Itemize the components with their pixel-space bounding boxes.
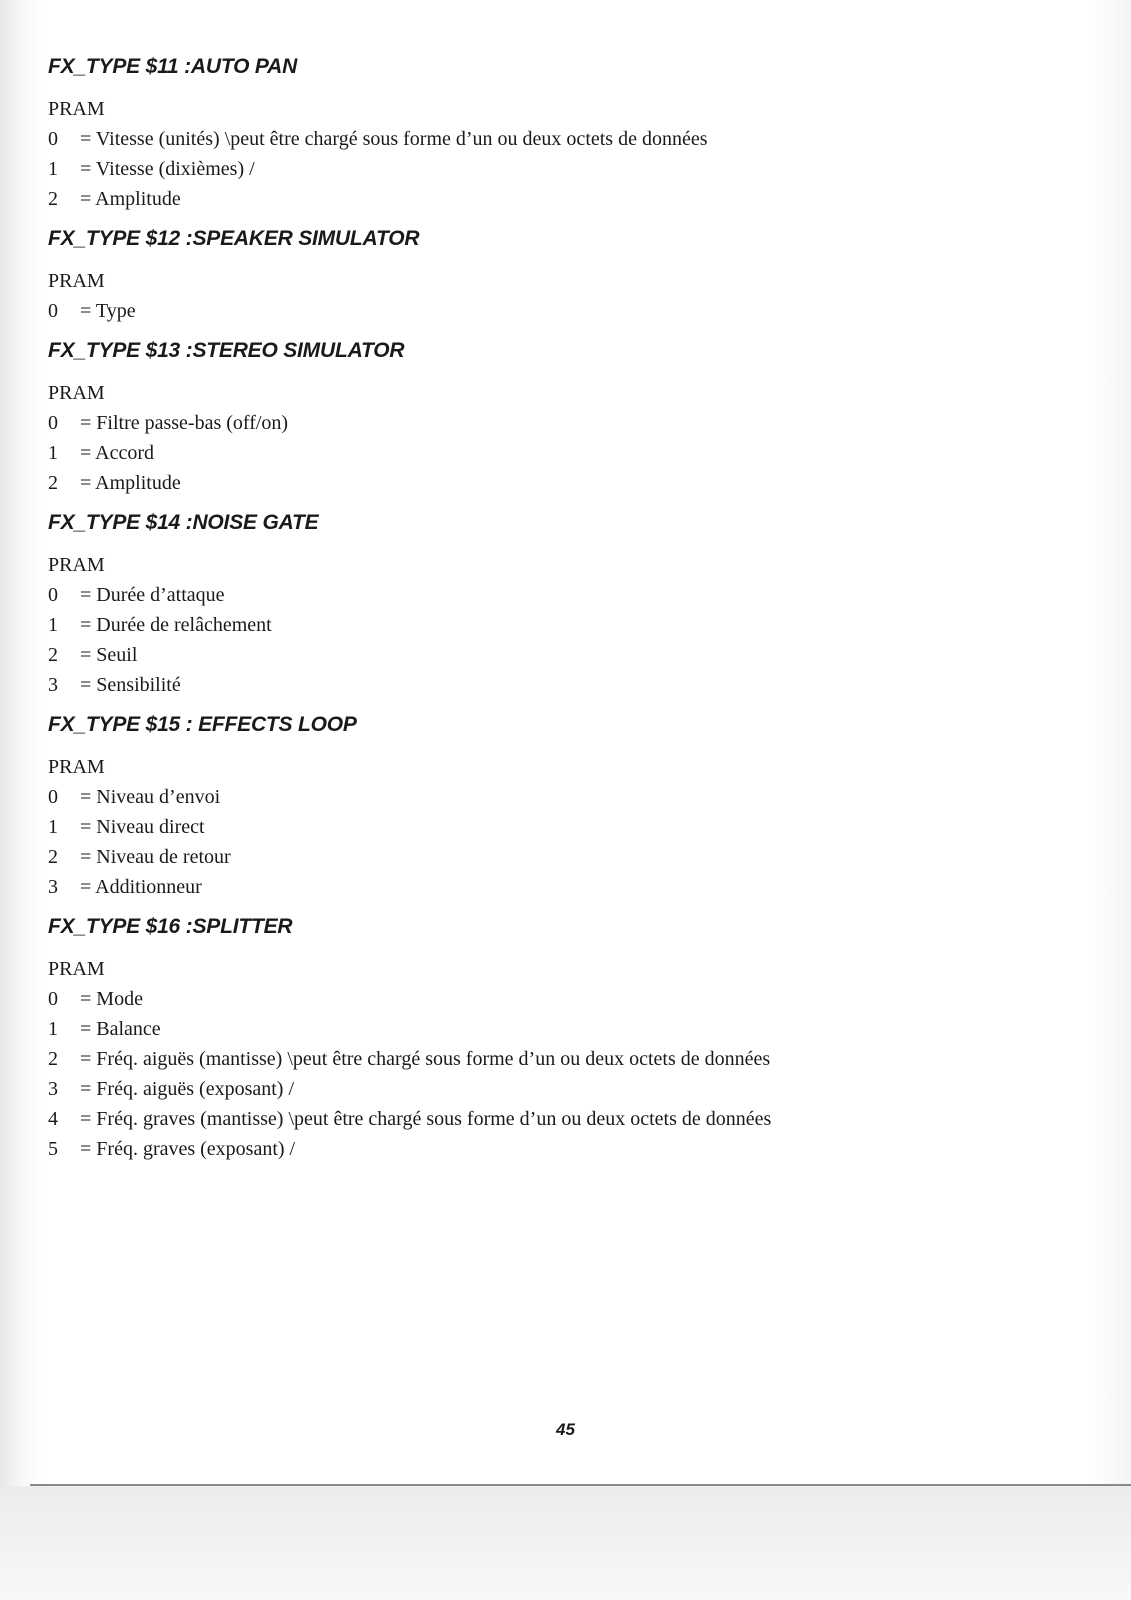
param-index: 1 xyxy=(48,442,58,464)
param-row xyxy=(48,782,1048,812)
param-row xyxy=(48,184,1048,214)
section-heading: FX_TYPE $16 :SPLITTER xyxy=(48,915,293,938)
param-index: 2 xyxy=(48,188,58,210)
param-row xyxy=(48,580,1048,610)
param-row xyxy=(48,1014,1048,1044)
section-stereo-simulator xyxy=(48,336,1048,498)
section-heading: FX_TYPE $13 :STEREO SIMULATOR xyxy=(48,339,405,362)
param-index: 3 xyxy=(48,1078,58,1100)
param-row xyxy=(48,124,1048,154)
param-index: 4 xyxy=(48,1108,58,1130)
param-description: = Amplitude xyxy=(80,188,181,210)
param-row xyxy=(48,640,1048,670)
param-index: 1 xyxy=(48,158,58,180)
param-description: = Niveau direct xyxy=(80,816,205,838)
param-index: 2 xyxy=(48,1048,58,1070)
param-row xyxy=(48,1104,1048,1134)
param-description: = Mode xyxy=(80,988,143,1010)
page-bottom-rule xyxy=(30,1484,1131,1486)
param-description: = Additionneur xyxy=(80,876,202,898)
page-bottom-margin xyxy=(0,1486,1131,1600)
pram-label: PRAM xyxy=(48,98,105,120)
param-index: 1 xyxy=(48,614,58,636)
param-row xyxy=(48,1134,1048,1164)
param-row xyxy=(48,438,1048,468)
pram-label: PRAM xyxy=(48,554,105,576)
param-row xyxy=(48,468,1048,498)
param-index: 3 xyxy=(48,876,58,898)
param-description: = Type xyxy=(80,300,136,322)
section-heading: FX_TYPE $15 : EFFECTS LOOP xyxy=(48,713,357,736)
param-row xyxy=(48,154,1048,184)
pram-label: PRAM xyxy=(48,270,105,292)
section-splitter xyxy=(48,912,1048,1164)
param-index: 5 xyxy=(48,1138,58,1160)
param-index: 2 xyxy=(48,846,58,868)
pram-label: PRAM xyxy=(48,958,105,980)
param-description: = Durée de relâchement xyxy=(80,614,272,636)
param-description: = Fréq. aiguës (exposant) / xyxy=(80,1078,295,1100)
param-row xyxy=(48,984,1048,1014)
param-description: = Seuil xyxy=(80,644,138,666)
param-row xyxy=(48,610,1048,640)
section-noise-gate xyxy=(48,508,1048,700)
param-row xyxy=(48,812,1048,842)
param-row xyxy=(48,872,1048,902)
param-row xyxy=(48,1044,1048,1074)
param-description: = Niveau de retour xyxy=(80,846,231,868)
param-row xyxy=(48,670,1048,700)
param-description: = Sensibilité xyxy=(80,674,181,696)
section-auto-pan xyxy=(48,52,1048,214)
param-description: = Filtre passe-bas (off/on) xyxy=(80,412,289,434)
param-index: 1 xyxy=(48,1018,58,1040)
section-heading: FX_TYPE $12 :SPEAKER SIMULATOR xyxy=(48,227,420,250)
param-description: = Balance xyxy=(80,1018,161,1040)
param-row xyxy=(48,296,1048,326)
param-row xyxy=(48,408,1048,438)
param-description: = Amplitude xyxy=(80,472,181,494)
pram-label: PRAM xyxy=(48,756,105,778)
param-index: 0 xyxy=(48,128,58,150)
section-speaker-simulator xyxy=(48,224,1048,326)
param-row xyxy=(48,1074,1048,1104)
param-index: 3 xyxy=(48,674,58,696)
param-description: = Vitesse (unités) \peut être chargé sous forme d’un ou deux octets de données xyxy=(80,128,708,150)
param-description: = Niveau d’envoi xyxy=(80,786,221,808)
param-row xyxy=(48,842,1048,872)
section-heading: FX_TYPE $14 :NOISE GATE xyxy=(48,511,319,534)
param-index: 0 xyxy=(48,786,58,808)
param-index: 2 xyxy=(48,472,58,494)
param-index: 0 xyxy=(48,988,58,1010)
param-description: = Fréq. graves (exposant) / xyxy=(80,1138,296,1160)
param-description: = Fréq. aiguës (mantisse) \peut être chargé sous forme d’un ou deux octets de données xyxy=(80,1048,771,1070)
page-number: 45 xyxy=(556,1420,575,1439)
param-index: 0 xyxy=(48,584,58,606)
param-description: = Vitesse (dixièmes) / xyxy=(80,158,255,180)
param-description: = Fréq. graves (mantisse) \peut être chargé sous forme d’un ou deux octets de données xyxy=(80,1108,772,1130)
section-effects-loop xyxy=(48,710,1048,902)
section-heading: FX_TYPE $11 :AUTO PAN xyxy=(48,55,298,78)
param-index: 1 xyxy=(48,816,58,838)
page-content xyxy=(48,52,1048,1174)
param-description: = Accord xyxy=(80,442,155,464)
param-index: 0 xyxy=(48,412,58,434)
param-description: = Durée d’attaque xyxy=(80,584,225,606)
param-index: 2 xyxy=(48,644,58,666)
pram-label: PRAM xyxy=(48,382,105,404)
param-index: 0 xyxy=(48,300,58,322)
